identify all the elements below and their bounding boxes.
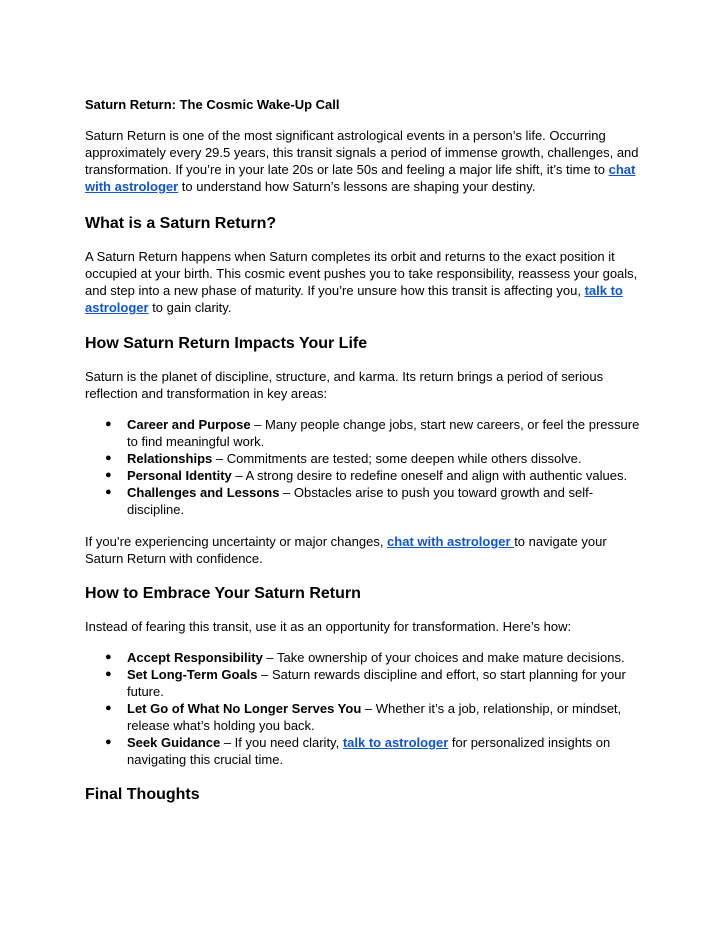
- list-item-term: Challenges and Lessons: [127, 485, 280, 500]
- chat-with-astrologer-link-2[interactable]: chat with astrologer: [387, 534, 515, 549]
- intro-paragraph: [85, 127, 640, 195]
- list-item: [85, 649, 640, 666]
- list-item-text: – Commitments are tested; some deepen while others dissolve.: [212, 451, 582, 466]
- bullet-icon: ●: [105, 651, 112, 663]
- list-item-term: Accept Responsibility: [127, 650, 263, 665]
- list-item: [85, 416, 640, 450]
- list-item-text: – If you need clarity,: [220, 735, 343, 750]
- list-item-text: – Obstacles arise to push you toward growth and self-discipline.: [127, 485, 594, 517]
- section2-outro-text-end: to navigate your Saturn Return with confidence.: [85, 534, 607, 566]
- list-item-term: Set Long-Term Goals: [127, 667, 258, 682]
- section1-paragraph: [85, 248, 640, 316]
- heading-embrace: How to Embrace Your Saturn Return: [85, 585, 361, 602]
- talk-to-astrologer-link-2[interactable]: talk to astrologer: [342, 735, 449, 750]
- list-item-text: – Saturn rewards discipline and effort, so start planning for your future.: [127, 667, 626, 699]
- bullet-icon: ●: [105, 418, 112, 430]
- bullet-icon: ●: [105, 469, 112, 481]
- heading-impacts: How Saturn Return Impacts Your Life: [85, 335, 368, 352]
- list-item: [85, 666, 640, 700]
- list-item-text: – Many people change jobs, start new careers, or feel the pressure to find meaningful work.: [127, 417, 640, 449]
- embrace-list: [85, 649, 640, 768]
- list-item-text: – A strong desire to redefine oneself and align with authentic values.: [231, 468, 628, 483]
- document-title: Saturn Return: The Cosmic Wake-Up Call: [85, 97, 340, 112]
- list-item-term: Let Go of What No Longer Serves You: [127, 701, 362, 716]
- bullet-icon: ●: [105, 736, 112, 748]
- list-item-text: – Whether it’s a job, relationship, or mindset, release what’s holding you back.: [127, 701, 622, 733]
- section1-text: A Saturn Return happens when Saturn completes its orbit and returns to the exact position it occupied at your birth. This cosmic event pushes you to take responsibility, reassess your goals, and step into a new phase of maturity. If you’re unsure how this transit is affecting you,: [85, 249, 638, 298]
- intro-text: Saturn Return is one of the most significant astrological events in a person’s life. Occurring approximately every 29.5 years, this transit signals a period of immense growth, challenges, and transformation. If you’re in your late 20s or late 50s and feeling a major life shift, it’s time to: [85, 128, 639, 177]
- list-item-term: Seek Guidance: [127, 735, 221, 750]
- talk-to-astrologer-link[interactable]: talk to astrologer: [85, 283, 623, 315]
- impacts-list: [85, 416, 640, 518]
- heading-what-is-saturn-return: What is a Saturn Return?: [85, 215, 277, 232]
- section2-intro: Saturn is the planet of discipline, structure, and karma. Its return brings a period of serious reflection and transformation in key areas:: [85, 369, 604, 401]
- bullet-icon: ●: [105, 702, 112, 714]
- section1-text-end: to gain clarity.: [148, 300, 232, 315]
- list-item: [85, 450, 640, 467]
- list-item-term: Personal Identity: [127, 468, 232, 483]
- bullet-icon: ●: [105, 668, 112, 680]
- chat-with-astrologer-link[interactable]: chat with astrologer: [85, 162, 636, 194]
- list-item: [85, 467, 640, 484]
- list-item-term: Relationships: [127, 451, 213, 466]
- list-item: [85, 700, 640, 734]
- section3-intro: Instead of fearing this transit, use it as an opportunity for transformation. Here’s how:: [85, 619, 572, 634]
- section2-outro: [85, 533, 640, 567]
- list-item-text: – Take ownership of your choices and make mature decisions.: [262, 650, 625, 665]
- heading-final-thoughts: Final Thoughts: [85, 786, 200, 803]
- intro-text-end: to understand how Saturn’s lessons are shaping your destiny.: [178, 179, 536, 194]
- list-item-term: Career and Purpose: [127, 417, 251, 432]
- list-item-text-end: for personalized insights on navigating this crucial time.: [127, 735, 611, 767]
- list-item: [85, 734, 640, 768]
- section2-outro-text: If you’re experiencing uncertainty or major changes,: [85, 534, 388, 549]
- bullet-icon: ●: [105, 452, 112, 464]
- list-item: [85, 484, 640, 518]
- bullet-icon: ●: [105, 486, 112, 498]
